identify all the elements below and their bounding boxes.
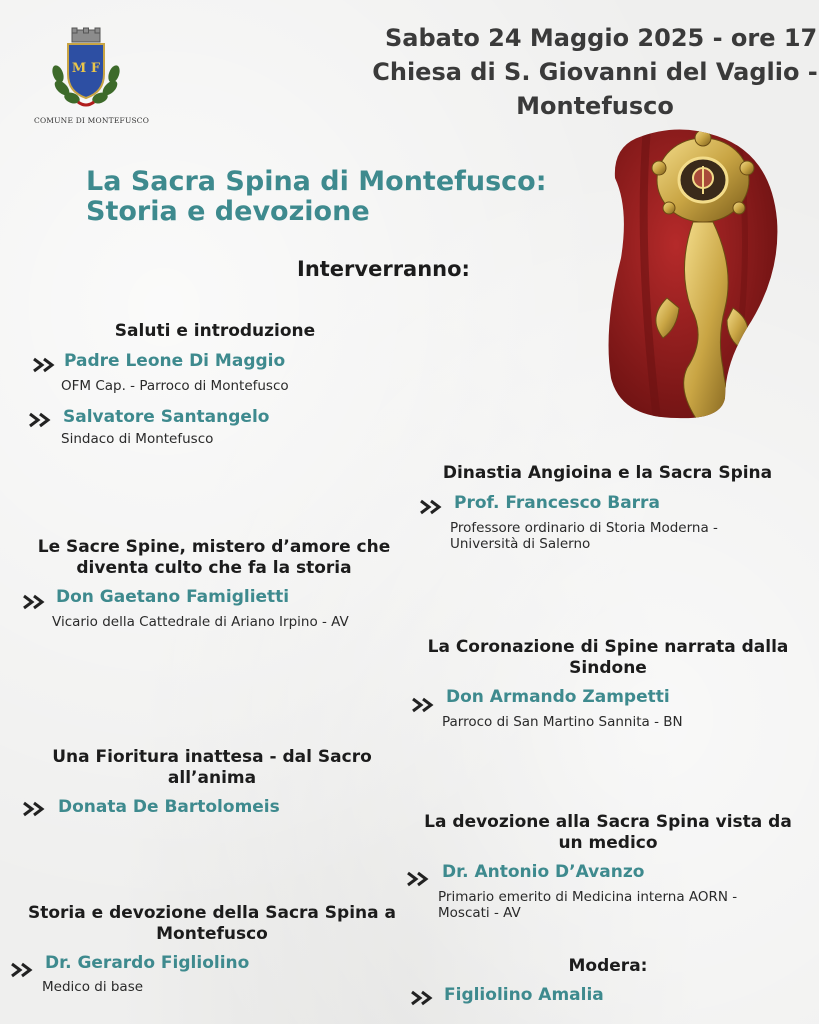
event-date: Sabato 24 Maggio 2025 - ore 17 (385, 24, 818, 52)
chevron-right-icon (410, 990, 436, 1006)
speaker-role: Parroco di San Martino Sannita - BN (442, 714, 683, 730)
section-sacre-spine (14, 537, 414, 579)
section-modera: Modera: (568, 956, 648, 976)
section-line: Montefusco (156, 924, 268, 944)
page-title (86, 167, 547, 227)
section-line: Le Sacre Spine, mistero d’amore che (37, 537, 391, 557)
section-devozione-medico (404, 812, 812, 854)
chevron-right-icon (419, 499, 445, 515)
section-fioritura (22, 747, 402, 789)
section-saluti: Saluti e introduzione (114, 321, 316, 341)
speaker-role: Vicario della Cattedrale di Ariano Irpino - AV (52, 614, 349, 630)
section-line: La devozione alla Sacra Spina vista da (424, 812, 792, 832)
speaker-name: Padre Leone Di Maggio (64, 351, 286, 371)
chevron-right-icon (32, 357, 58, 373)
speaker-name: Don Armando Zampetti (446, 687, 670, 707)
chevron-right-icon (28, 412, 54, 428)
speaker-role: Sindaco di Montefusco (61, 431, 214, 447)
title-line-1: La Sacra Spina di Montefusco: (86, 166, 547, 197)
event-location-town: Montefusco (516, 92, 674, 120)
event-location: Chiesa di S. Giovanni del Vaglio - (372, 58, 818, 86)
chevron-right-icon (411, 697, 437, 713)
chevron-right-icon (22, 801, 48, 817)
speakers-heading: Interverranno: (297, 257, 470, 281)
section-line: Storia e devozione della Sacra Spina a (27, 903, 397, 923)
title-line-2: Storia e devozione (86, 196, 370, 227)
role-line: Università di Salerno (450, 536, 591, 552)
chevron-right-icon (22, 594, 48, 610)
montefusco-crest (48, 26, 124, 112)
section-line: La Coronazione di Spine narrata dalla (427, 637, 789, 657)
speaker-name: Donata De Bartolomeis (58, 797, 280, 817)
relic-image (607, 128, 779, 420)
speaker-name: Prof. Francesco Barra (454, 493, 660, 513)
crest-initials: M F (71, 61, 101, 76)
speaker-role: OFM Cap. - Parroco di Montefusco (61, 378, 289, 394)
speaker-name: Dr. Gerardo Figliolino (45, 953, 250, 973)
section-coronazione (406, 637, 810, 679)
role-line: Professore ordinario di Storia Moderna - (450, 520, 718, 536)
section-line: diventa culto che fa la storia (76, 558, 352, 578)
chevron-right-icon (10, 962, 36, 978)
speaker-name: Salvatore Santangelo (63, 407, 270, 427)
section-dinastia: Dinastia Angioina e la Sacra Spina (442, 463, 773, 483)
speaker-name: Don Gaetano Famiglietti (56, 587, 290, 607)
section-line: Una Fioritura inattesa - dal Sacro (52, 747, 372, 767)
role-line: Primario emerito di Medicina interna AORN - (438, 889, 738, 905)
speaker-name: Dr. Antonio D’Avanzo (442, 862, 645, 882)
section-line: all’anima (167, 768, 257, 788)
speaker-name: Figliolino Amalia (444, 985, 604, 1005)
crest-caption: COMUNE DI MONTEFUSCO (34, 116, 150, 125)
chevron-right-icon (406, 871, 432, 887)
speaker-role (450, 520, 718, 552)
section-storia-devozione (6, 903, 418, 945)
section-line: Sindone (569, 658, 647, 678)
speaker-role (438, 889, 737, 921)
role-line: Moscati - AV (438, 905, 521, 921)
section-line: un medico (558, 833, 658, 853)
speaker-role: Medico di base (42, 979, 144, 995)
